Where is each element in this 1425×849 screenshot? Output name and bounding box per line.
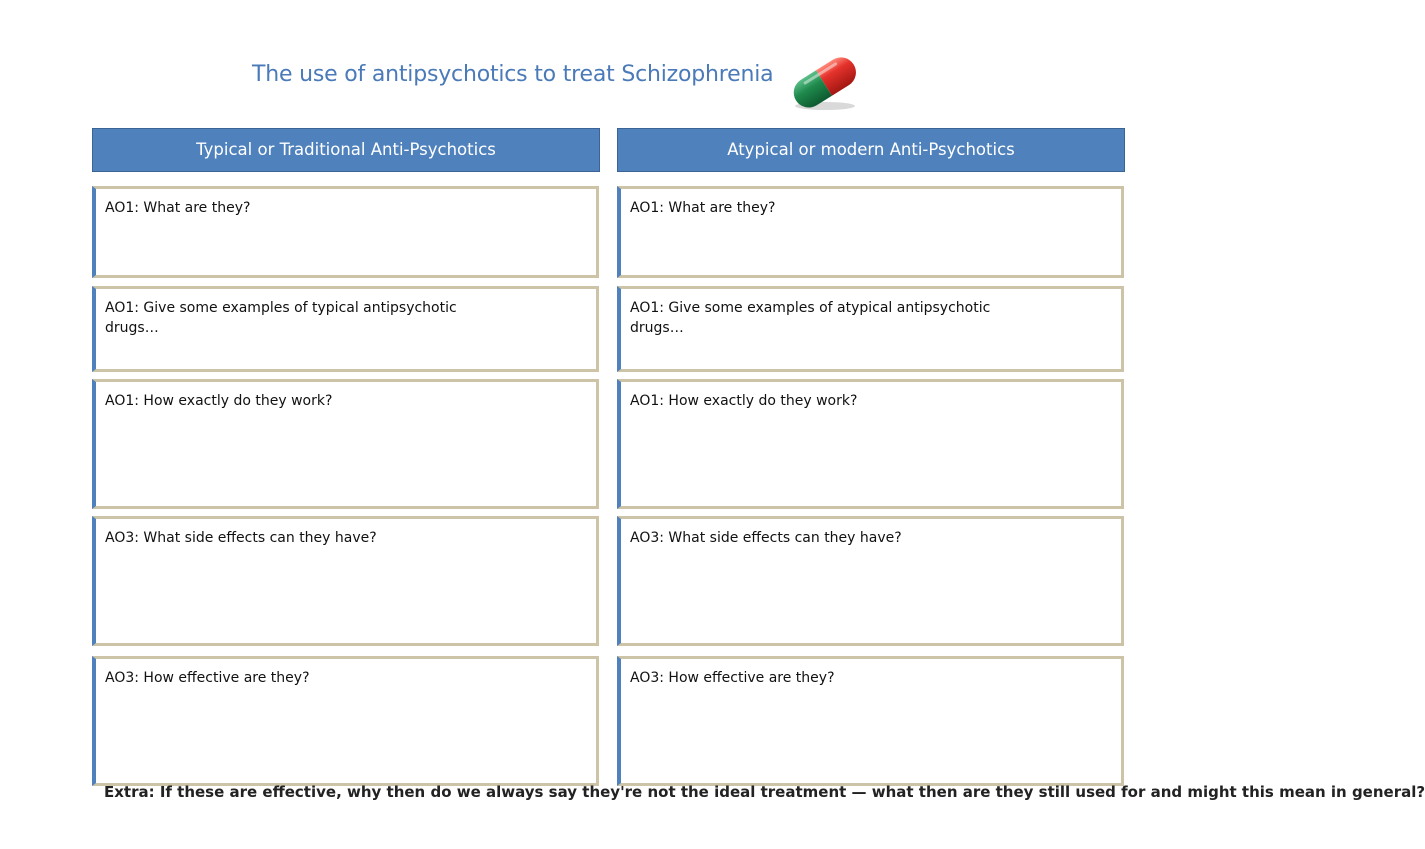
box-prompt: AO3: What side effects can they have? <box>105 530 377 546</box>
typical-side-effects-box[interactable] <box>92 516 599 646</box>
atypical-side-effects-box[interactable] <box>617 516 1124 646</box>
box-prompt: AO3: How effective are they? <box>105 670 310 686</box>
footer-cut-off-text <box>104 783 1425 801</box>
box-prompt: AO1: Give some examples of typical antipsychotic drugs… <box>105 300 457 336</box>
atypical-column-header: Atypical or modern Anti-Psychotics <box>617 128 1125 172</box>
box-prompt: AO3: How effective are they? <box>630 670 835 686</box>
atypical-how-they-work-box[interactable] <box>617 379 1124 509</box>
typical-what-are-they-box[interactable] <box>92 186 599 278</box>
box-prompt: AO3: What side effects can they have? <box>630 530 902 546</box>
box-prompt: AO1: How exactly do they work? <box>630 393 858 409</box>
box-prompt: AO1: How exactly do they work? <box>105 393 333 409</box>
capsule-pill-icon <box>786 54 862 112</box>
atypical-effectiveness-box[interactable] <box>617 656 1124 786</box>
box-prompt: AO1: What are they? <box>630 200 776 216</box>
atypical-examples-box[interactable] <box>617 286 1124 372</box>
typical-how-they-work-box[interactable] <box>92 379 599 509</box>
atypical-what-are-they-box[interactable] <box>617 186 1124 278</box>
footer-text: Extra: If these are effective, why then do we always say they're not the ideal treatment — what then are they still used for and might this mean in general? <box>104 783 1425 801</box>
box-prompt: AO1: What are they? <box>105 200 251 216</box>
typical-examples-box[interactable] <box>92 286 599 372</box>
box-prompt: AO1: Give some examples of atypical antipsychotic drugs… <box>630 300 991 336</box>
page-title: The use of antipsychotics to treat Schizophrenia <box>252 62 774 87</box>
typical-column-header: Typical or Traditional Anti-Psychotics <box>92 128 600 172</box>
typical-effectiveness-box[interactable] <box>92 656 599 786</box>
